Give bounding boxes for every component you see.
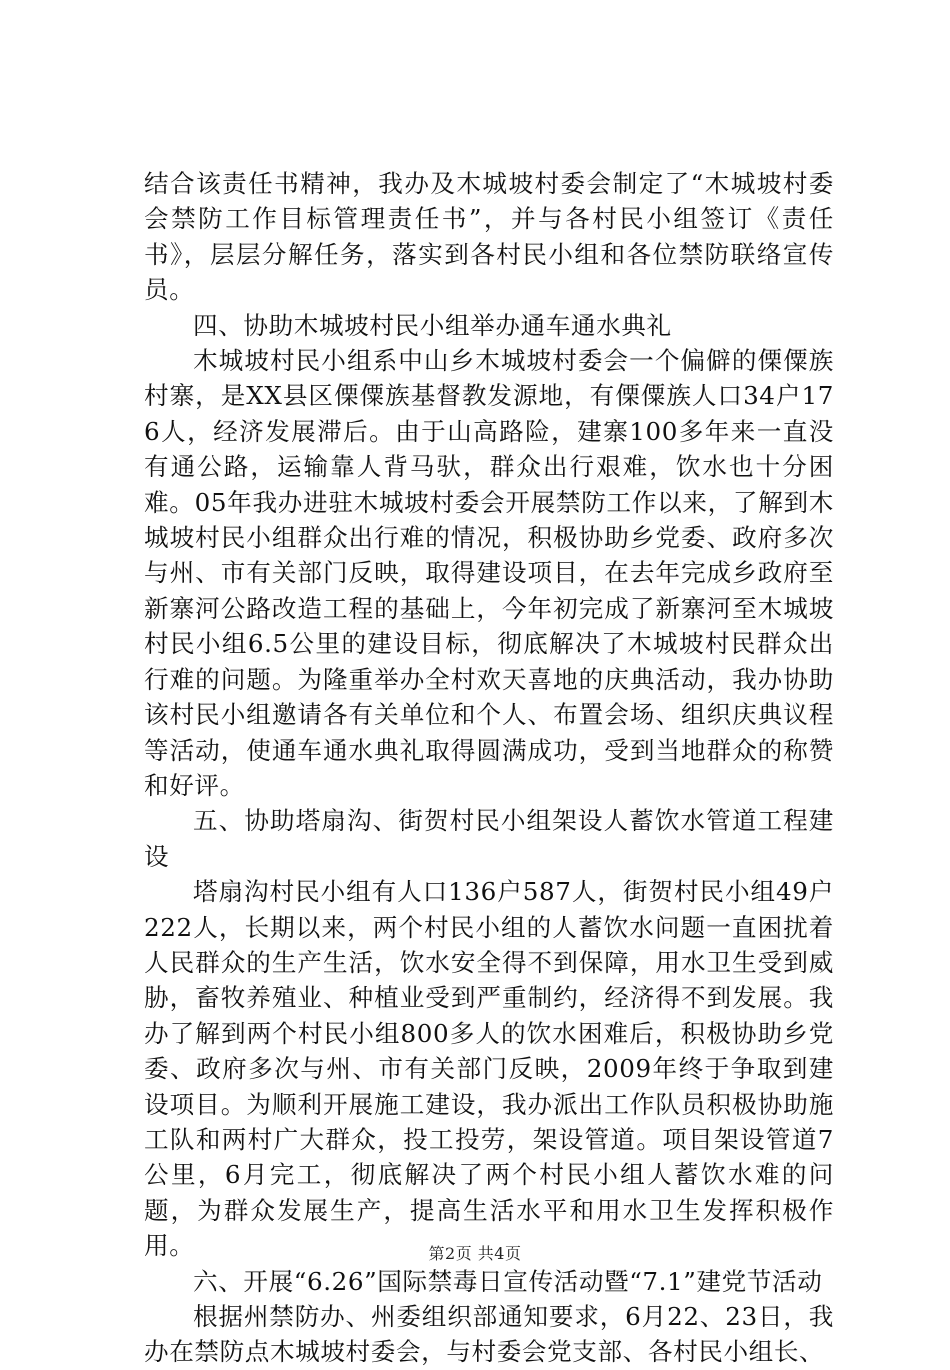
paragraph-road-ceremony: 木城坡村民小组系中山乡木城坡村委会一个偏僻的傈僳族村寨，是XX县区傈僳族基督教发源地，有傈僳族人口34户176人，经济发展滞后。由于山高路险，建寨100多年来一直没有通公路，运输靠人背马驮，群众出行艰难，饮水也十分困难。05年我办进驻木城坡村委会开展禁防工作以来，了解到木城坡村民小组群众出行难的情况，积极协助乡党委、政府多次与州、市有关部门反映，取得建设项目，在去年完成乡政府至新寨河公路改造工程的基础上，今年初完成了新寨河至木城坡村民小组6.5公里的建设目标，彻底解决了木城坡村民群众出行难的问题。为隆重举办全村欢天喜地的庆典活动，我办协助该村民小组邀请各有关单位和个人、布置会场、组织庆典议程等活动，使通车通水典礼取得圆满成功，受到当地群众的称赞和好评。 bbox=[144, 346, 834, 800]
page-number-footer: 第2页 共4页 bbox=[428, 1244, 522, 1263]
heading-section-five: 五、协助塔扇沟、街贺村民小组架设人蓄饮水管道工程建设 bbox=[144, 806, 834, 871]
heading-section-four: 四、协助木城坡村民小组举办通车通水典礼 bbox=[193, 310, 672, 340]
paragraph-water-pipeline: 塔扇沟村民小组有人口136户587人，街贺村民小组49户222人，长期以来，两个村民小组的人蓄饮水问题一直困扰着人民群众的生产生活，饮水安全得不到保障，用水卫生受到威胁，畜牧养殖业、种植业受到严重制约，经济得不到发展。我办了解到两个村民小组800多人的饮水困难后，积极协助乡党委、政府多次与州、市有关部门反映，2009年终于争取到建设项目。为顺利开展施工建设，我办派出工作队员积极协助施工队和两村广大群众，投工投劳，架设管道。项目架设管道7公里，6月完工，彻底解决了两个村民小组人蓄饮水难的问题，为群众发展生产，提高生活水平和用水卫生发挥积极作用。 bbox=[144, 877, 834, 1261]
heading-section-six: 六、开展“6.26”国际禁毒日宣传活动暨“7.1”建党节活动 bbox=[193, 1266, 823, 1296]
document-body bbox=[144, 166, 834, 1370]
paragraph-responsibility-letter: 结合该责任书精神，我办及木城坡村委会制定了“木城坡村委会禁防工作目标管理责任书”，并与各村民小组签订《责任书》，层层分解任务，落实到各村民小组和各位禁防联络宣传员。 bbox=[144, 169, 834, 305]
paragraph-anti-drug-day: 根据州禁防办、州委组织部通知要求，6月22、23日，我办在禁防点木城坡村委会，与村委会党支部、各村民小组长、 bbox=[144, 1302, 834, 1367]
